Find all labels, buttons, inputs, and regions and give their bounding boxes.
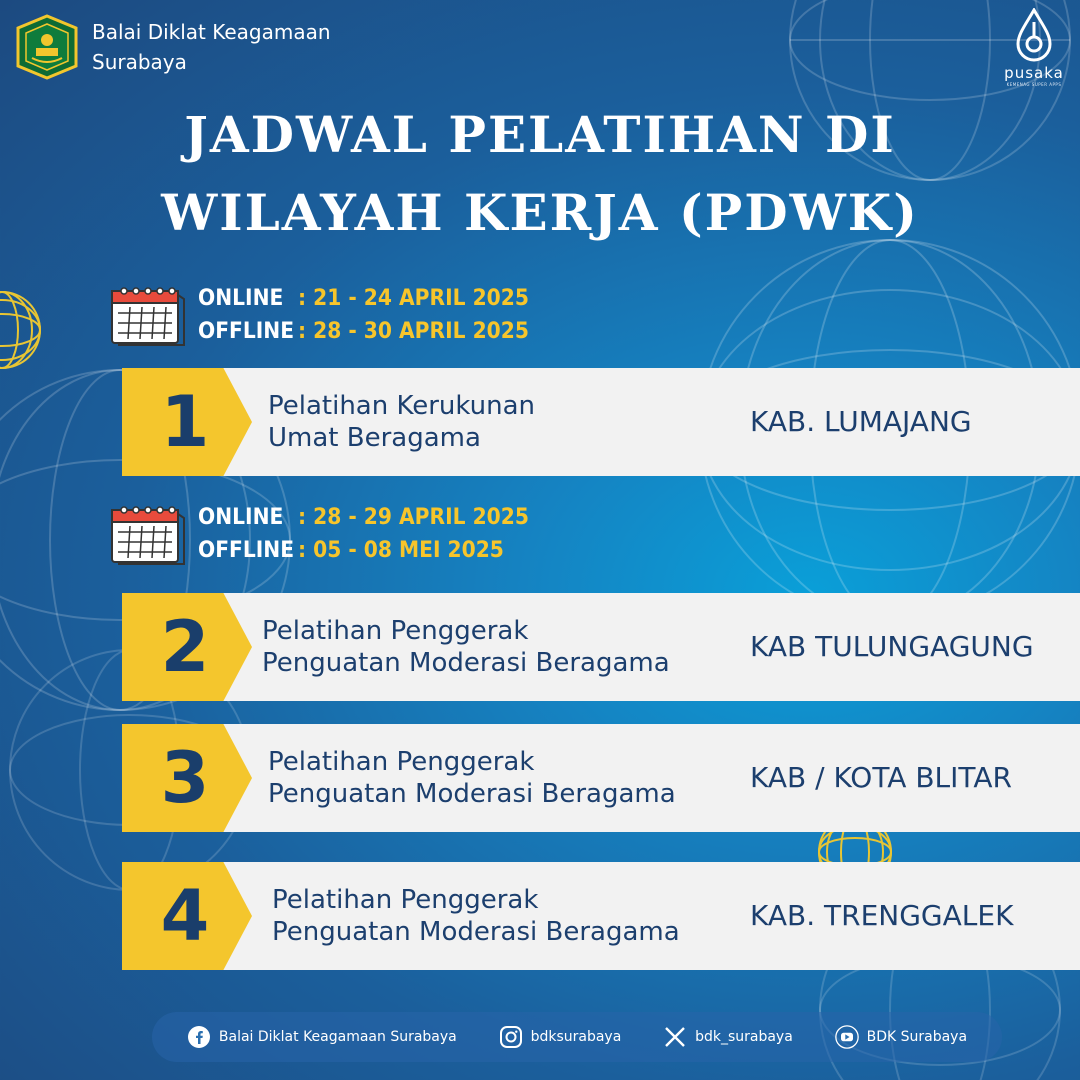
calendar-icon (108, 283, 186, 347)
training-title (272, 884, 752, 948)
instagram-link[interactable] (499, 1025, 622, 1049)
online-dates: : 28 - 29 APRIL 2025 (298, 505, 529, 530)
offline-label: OFFLINE (198, 319, 295, 344)
social-footer (152, 1012, 1002, 1062)
pusaka-wordmark: pusaka (1004, 64, 1064, 82)
org-name: Balai Diklat Keagamaan Surabaya (92, 20, 331, 74)
training-title-line-1: Pelatihan Penggerak (262, 616, 529, 646)
youtube-link[interactable] (835, 1025, 967, 1049)
training-row-1 (122, 368, 1080, 476)
training-number: 1 (160, 381, 210, 463)
schedule-block-1 (108, 282, 549, 348)
pusaka-drop-icon (1012, 8, 1056, 64)
training-row-2 (122, 593, 1080, 701)
training-region: KAB. LUMAJANG (750, 405, 972, 438)
training-title-line-2: Penguatan Moderasi Beragama (262, 648, 670, 678)
facebook-icon (187, 1025, 211, 1049)
globe-decoration (0, 282, 44, 378)
training-title (268, 746, 748, 810)
title-line-2: WILAYAH KERJA (PDWK) (161, 183, 919, 242)
training-region: KAB. TRENGGALEK (750, 899, 1014, 932)
instagram-handle: bdksurabaya (530, 1029, 622, 1045)
training-number: 2 (160, 606, 210, 688)
pusaka-tagline: KEMENAG SUPER APPS (1006, 82, 1062, 87)
x-link[interactable] (663, 1025, 793, 1049)
training-title-line-2: Penguatan Moderasi Beragama (268, 779, 676, 809)
offline-dates: : 05 - 08 MEI 2025 (298, 538, 504, 563)
instagram-icon (499, 1025, 523, 1049)
training-region: KAB / KOTA BLITAR (750, 761, 1012, 794)
online-label: ONLINE (198, 286, 284, 311)
facebook-link[interactable] (187, 1025, 457, 1049)
offline-label: OFFLINE (198, 538, 295, 563)
org-header (14, 14, 372, 80)
youtube-handle: BDK Surabaya (866, 1029, 968, 1045)
facebook-handle: Balai Diklat Keagamaan Surabaya (218, 1029, 457, 1045)
x-icon (663, 1025, 687, 1049)
online-dates: : 21 - 24 APRIL 2025 (298, 286, 529, 311)
training-title (262, 615, 742, 679)
offline-dates: : 28 - 30 APRIL 2025 (298, 319, 529, 344)
x-handle: bdk_surabaya (695, 1029, 793, 1045)
youtube-icon (835, 1025, 859, 1049)
training-title-line-1: Pelatihan Penggerak (272, 885, 539, 915)
training-number: 3 (160, 737, 210, 819)
training-number: 4 (160, 875, 210, 957)
training-row-4 (122, 862, 1080, 970)
training-title (268, 390, 748, 454)
training-title-line-1: Pelatihan Kerukunan (268, 391, 536, 421)
schedule-block-2 (108, 501, 549, 567)
training-title-line-2: Penguatan Moderasi Beragama (272, 917, 680, 947)
training-row-3 (122, 724, 1080, 832)
title-line-1: JADWAL PELATIHAN DI (184, 105, 896, 164)
pusaka-logo (1002, 8, 1066, 87)
calendar-icon (108, 502, 186, 566)
page-title (0, 96, 1080, 252)
training-title-line-2: Umat Beragama (268, 423, 481, 453)
online-label: ONLINE (198, 505, 284, 530)
kemenag-logo (14, 14, 80, 80)
training-title-line-1: Pelatihan Penggerak (268, 747, 535, 777)
training-region: KAB TULUNGAGUNG (750, 630, 1034, 663)
